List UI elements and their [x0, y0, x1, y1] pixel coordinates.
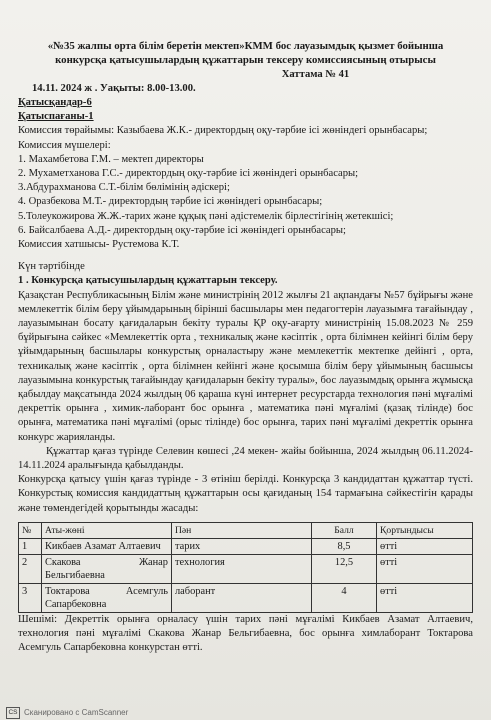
commission-chair: Комиссия төрайымы: Казыбаева Ж.К.- директордың оқу-тәрбие ісі жөніндегі орынбасары; [18, 125, 428, 137]
title-line-1: «№35 жалпы орта білім беретін мектеп»КММ бос лауазымдық қызмет бойынша [47, 40, 444, 52]
column-header-name: Аты-жөні [42, 522, 172, 538]
column-header-score: Балл [312, 522, 377, 538]
agenda-header: Күн тәртібінде [18, 261, 85, 273]
absent-count: Қатыспағаны-1 [18, 111, 94, 123]
cell-result: өтті [377, 583, 473, 612]
cell-score: 4 [312, 583, 377, 612]
table-row [19, 583, 473, 612]
scanner-footer [0, 706, 491, 720]
member-item: 3.Абдурахманова С.Т.-білім бөлімінің әдіскері; [18, 182, 230, 194]
present-count: Қатысқандар-6 [18, 97, 92, 108]
cell-score: 12,5 [312, 554, 377, 583]
date-time-line: 14.11. 2024 ж . Уақыты: 8.00-13.00. [32, 82, 196, 94]
cell-no: 2 [19, 554, 42, 583]
column-header-result: Қортындысы [377, 522, 473, 538]
member-item: 4. Оразбекова М.Т.- директордың тәрбие ісі жөніндегі орынбасары; [18, 196, 323, 208]
protocol-number: Хаттама № 41 [281, 68, 350, 80]
cell-subject: тарих [172, 538, 312, 554]
table-header-row [19, 522, 473, 538]
scanner-caption: Сканировано с CamScanner [24, 707, 129, 717]
cell-subject: лаборант [172, 583, 312, 612]
title-line-2: конкурсқа қатысушылардың құжаттарын тексеру комиссиясының отырысы [55, 53, 436, 66]
cell-name: Кикбаев Азамат Алтаевич [42, 538, 172, 554]
member-item: 2. Мухаметханова Г.С.- директордың оқу-тәрбие ісі жөніндегі орынбасары; [18, 168, 359, 180]
decision-text: Шешімі: Декреттік орынға орналасу үшін тарих пәні мұғалімі Кикбаев Азамат Алтаевич, технология пәні мұғалімі Скакова Жанар Бельгибаевна, бос орынға химлаборант Токтарова Асемгуль Сапарбековна конкурстан өтті. [18, 613, 473, 654]
candidates-table [18, 522, 473, 613]
table-row [19, 554, 473, 583]
member-item: 6. Байсалбаева А.Д.- директордың оқу-тәрбие ісі жөніндегі орынбасары; [18, 224, 346, 236]
cell-subject: технология [172, 554, 312, 583]
member-item: 5.Толеукожирова Ж.Ж.-тарих және құқық пәні әдістемелік бірлестігінің жетекшісі; [18, 210, 394, 222]
cell-name: Токтарова Асемгуль Сапарбековна [42, 583, 172, 612]
agenda-paragraph-3: Конкурсқа қатысу үшін қағаз түрінде - 3 өтініш берілді. Конкурсқа 3 кандидаттан құжаттар түсті. Конкурстық комиссия кандидаттың құжаттарын осы қағиданың 154 тармағына сәйкестігін қарады және төмендегідей қорытынды жасады: [18, 474, 473, 514]
document-title [18, 40, 473, 68]
agenda-item-1: 1 . Конкурсқа қатысушылардың құжаттарын тексеру. [18, 275, 278, 287]
member-item: 1. Махамбетова Г.М. – мектеп директоры [18, 153, 204, 165]
commission-secretary: Комиссия хатшысы- Рустемова К.Т. [18, 239, 180, 251]
column-header-subject: Пән [172, 522, 312, 538]
cell-result: өтті [377, 538, 473, 554]
agenda-paragraph-2: Құжаттар қағаз түрінде Селевин көшесі ,24 мекен- жайы бойынша, 2024 жылдың 06.11.2024- 14.11.2024 аралығында қабылданды. [18, 445, 473, 472]
cell-name: Скакова Жанар Бельгибаевна [42, 554, 172, 583]
members-header: Комиссия мүшелері: [18, 139, 111, 151]
agenda-paragraph-1: Қазақстан Республикасының Білім және министрінің 2012 жылғы 21 ақпандағы №57 бұйрығы және мемлекеттік білім беру ұйымдарының бірінші басшылары мен педагогтерін лауазымға тағайындау , лауазымынан босату қағидаларын бекіту туралы ҚР оқу-ағарту министрінің 15.08.2023 № 259 бұйрығына сәйкес «Мемлекеттік орта , техникалық және кәсіптік , орта білімнен кейінгі білім беру ұйымдарының басшылары конкурстық орналастыру және мемлекеттік мектепке дейінгі , орта, техникалық және кәсіптік , орта білімнен кейінгі және қосымша білім беру ұйымының басшысы лауазымына конкурстық тағайындау қағидаларын бекіту туралы», бос лауазымдық орынға жұмысқа қабылдау мақсатында 2024 жылдың 06 қараша күні интернет ресурстарда технология пәні мұғалімі декреттік орынға , химик-лаборант бос орынға , математика пәні мұғалімі (қазақ тілінде) бос орынға, математика пәні мұғалімі (орыс тілінде) бос орынға, тарих пәні мұғалімі декреттік орынға конкурс жарияланды. [18, 289, 473, 443]
table-row [19, 538, 473, 554]
cell-result: өтті [377, 554, 473, 583]
cell-no: 3 [19, 583, 42, 612]
camscanner-logo-icon: CS [6, 707, 20, 719]
column-header-no: № [19, 522, 42, 538]
cell-score: 8,5 [312, 538, 377, 554]
cell-no: 1 [19, 538, 42, 554]
